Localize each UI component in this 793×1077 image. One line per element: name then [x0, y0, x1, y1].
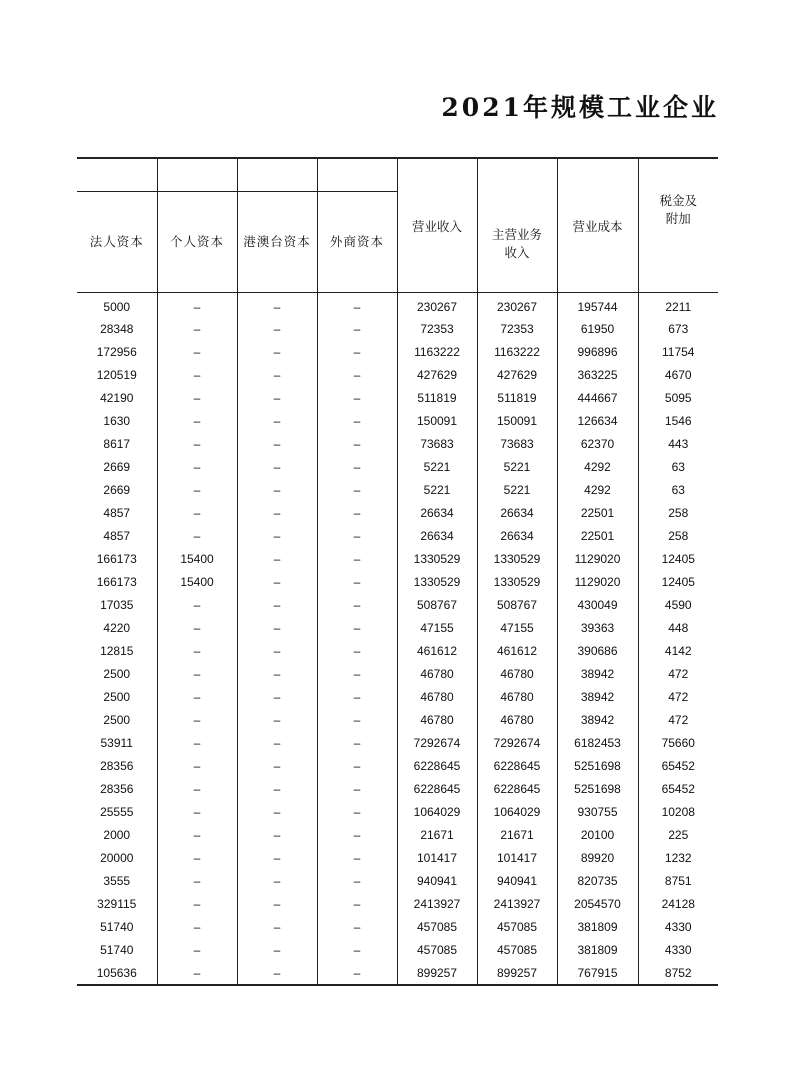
table-cell: – [237, 731, 317, 754]
table-cell: 258 [638, 501, 718, 524]
table-cell: – [317, 961, 397, 985]
table-cell: 166173 [96, 551, 137, 566]
table-cell: 996896 [557, 340, 638, 363]
table-cell: 767915 [557, 961, 638, 985]
table-cell: – [237, 938, 317, 961]
table-cell: – [237, 524, 317, 547]
table-cell: – [237, 616, 317, 639]
table-cell: – [237, 708, 317, 731]
table-row [77, 478, 718, 501]
table-cell: 4292 [557, 455, 638, 478]
table-cell: 26634 [477, 524, 557, 547]
table-cell: 899257 [477, 961, 557, 985]
table-cell: 7292674 [477, 731, 557, 754]
table-cell: 39363 [557, 616, 638, 639]
table-cell: 26634 [397, 524, 477, 547]
table-cell: 172956 [96, 344, 137, 359]
table-cell: – [317, 685, 397, 708]
table-cell: 17035 [100, 597, 134, 612]
table-cell: – [237, 754, 317, 777]
table-cell: 2669 [103, 459, 131, 474]
table-cell: 28356 [100, 781, 134, 796]
table-cell: – [237, 570, 317, 593]
table-row [77, 386, 718, 409]
table-cell: 73683 [477, 432, 557, 455]
table-cell: – [157, 846, 237, 869]
table-cell: 4670 [638, 363, 718, 386]
table-cell: – [317, 892, 397, 915]
table-cell: 457085 [477, 938, 557, 961]
table-row [77, 455, 718, 478]
table-cell: 4330 [638, 915, 718, 938]
table-row [77, 708, 718, 731]
table-cell: 1129020 [557, 570, 638, 593]
table-cell: 15400 [157, 570, 237, 593]
table-cell: – [317, 938, 397, 961]
header-operating-revenue: 营业收入 [397, 158, 477, 293]
table-cell: 820735 [557, 869, 638, 892]
table-cell: 4590 [638, 593, 718, 616]
table-row [77, 593, 718, 616]
table-cell: – [157, 317, 237, 340]
header-main-revenue-line2: 收入 [504, 244, 530, 260]
data-table [77, 157, 718, 986]
header-main-business-revenue [477, 158, 557, 293]
table-cell: – [157, 363, 237, 386]
table-cell: 63 [638, 478, 718, 501]
table-cell: 930755 [557, 800, 638, 823]
table-cell: 443 [638, 432, 718, 455]
table-cell: 230267 [477, 293, 557, 318]
table-cell: 20000 [100, 850, 134, 865]
table-cell: 430049 [557, 593, 638, 616]
table-cell: – [157, 478, 237, 501]
table-cell: 65452 [638, 777, 718, 800]
table-cell: – [317, 731, 397, 754]
table-cell: 461612 [397, 639, 477, 662]
table-cell: 22501 [557, 524, 638, 547]
table-cell: 2000 [103, 827, 131, 842]
table-row [77, 570, 718, 593]
table-row [77, 501, 718, 524]
table-row [77, 293, 718, 318]
table-cell: – [317, 409, 397, 432]
table-cell: – [157, 754, 237, 777]
table-cell: 46780 [397, 685, 477, 708]
table-cell: 381809 [557, 938, 638, 961]
table-cell: – [237, 293, 317, 318]
table-cell: – [317, 363, 397, 386]
table-cell: 2054570 [557, 892, 638, 915]
table-cell: – [157, 869, 237, 892]
table-cell: 46780 [397, 708, 477, 731]
table-cell: 508767 [477, 593, 557, 616]
table-cell: – [317, 823, 397, 846]
table-cell: 457085 [477, 915, 557, 938]
table-row [77, 915, 718, 938]
table-row [77, 892, 718, 915]
table-cell: 1163222 [477, 340, 557, 363]
table-cell: 38942 [557, 662, 638, 685]
table-cell: 7292674 [397, 731, 477, 754]
table-cell: 1330529 [477, 570, 557, 593]
table-cell: 3555 [103, 873, 131, 888]
header-tax-line2: 附加 [665, 210, 691, 226]
table-cell: – [157, 386, 237, 409]
table-cell: 1330529 [397, 570, 477, 593]
table-cell: 225 [638, 823, 718, 846]
table-cell: 46780 [397, 662, 477, 685]
table-cell: – [237, 501, 317, 524]
table-cell: – [157, 524, 237, 547]
table-cell: 5251698 [557, 777, 638, 800]
table-cell: – [157, 708, 237, 731]
table-cell: 150091 [397, 409, 477, 432]
table-cell: – [157, 293, 237, 318]
table-row [77, 777, 718, 800]
table-cell: 42190 [100, 390, 134, 405]
table-cell: – [157, 915, 237, 938]
header-blank-cell [237, 158, 317, 192]
table-cell: – [157, 731, 237, 754]
table-cell: – [317, 777, 397, 800]
table-cell: – [157, 777, 237, 800]
table-cell: 72353 [477, 317, 557, 340]
table-cell: – [237, 386, 317, 409]
table-cell: 461612 [477, 639, 557, 662]
table-cell: – [157, 455, 237, 478]
table-cell: 472 [638, 685, 718, 708]
table-cell: 73683 [397, 432, 477, 455]
table-cell: – [317, 340, 397, 363]
table-body [77, 293, 718, 986]
table-cell: 2211 [638, 293, 718, 318]
table-cell: – [237, 662, 317, 685]
header-blank-cell [157, 158, 237, 192]
table-cell: 427629 [397, 363, 477, 386]
table-cell: – [237, 363, 317, 386]
table-cell: 101417 [397, 846, 477, 869]
table-cell: – [317, 386, 397, 409]
table-cell: – [317, 501, 397, 524]
header-tax-line1: 税金及 [659, 192, 697, 208]
table-cell: – [157, 892, 237, 915]
table-cell: – [157, 616, 237, 639]
table-cell: 5221 [397, 455, 477, 478]
table-cell: – [317, 708, 397, 731]
table-cell: 2500 [103, 712, 131, 727]
table-cell: 5221 [477, 478, 557, 501]
table-cell: – [157, 340, 237, 363]
table-cell: 89920 [557, 846, 638, 869]
table-cell: 75660 [638, 731, 718, 754]
table-cell: 25555 [100, 804, 134, 819]
header-tax-surcharge [638, 158, 718, 293]
table-row [77, 800, 718, 823]
header-personal-capital: 个人资本 [157, 192, 237, 293]
table-cell: 28356 [100, 758, 134, 773]
table-cell: 1546 [638, 409, 718, 432]
table-cell: – [317, 293, 397, 318]
table-cell: 6182453 [557, 731, 638, 754]
table-cell: – [317, 455, 397, 478]
table-cell: 940941 [477, 869, 557, 892]
table-cell: 472 [638, 708, 718, 731]
table-cell: – [237, 593, 317, 616]
table-cell: 427629 [477, 363, 557, 386]
table-cell: – [237, 915, 317, 938]
table-row [77, 547, 718, 570]
table-cell: 61950 [557, 317, 638, 340]
table-cell: 22501 [557, 501, 638, 524]
header-blank-cell [317, 158, 397, 192]
table-cell: 105636 [77, 961, 157, 985]
table-cell: – [237, 340, 317, 363]
table-cell: 38942 [557, 708, 638, 731]
table-cell: – [237, 961, 317, 985]
table-cell: 62370 [557, 432, 638, 455]
table-cell: – [157, 685, 237, 708]
table-row [77, 823, 718, 846]
table-cell: – [237, 823, 317, 846]
table-cell: 101417 [477, 846, 557, 869]
table-cell: 2669 [103, 482, 131, 497]
table-row [77, 869, 718, 892]
table-cell: 508767 [397, 593, 477, 616]
table-row [77, 938, 718, 961]
header-main-revenue-line1: 主营业务 [491, 226, 542, 242]
table-cell: – [237, 455, 317, 478]
table-cell: 448 [638, 616, 718, 639]
table-row [77, 754, 718, 777]
table-cell: 24128 [638, 892, 718, 915]
table-cell: – [237, 685, 317, 708]
table-cell: – [317, 593, 397, 616]
table-cell: 65452 [638, 754, 718, 777]
table-row [77, 731, 718, 754]
header-legal-person-capital: 法人资本 [77, 192, 157, 293]
table-cell: – [237, 317, 317, 340]
table-cell: 26634 [477, 501, 557, 524]
table-cell: 8617 [103, 436, 131, 451]
table-cell: 2413927 [477, 892, 557, 915]
table-cell: 150091 [477, 409, 557, 432]
table-cell: – [317, 570, 397, 593]
table-cell: 1630 [103, 413, 131, 428]
table-cell: 5251698 [557, 754, 638, 777]
table-cell: 940941 [397, 869, 477, 892]
table-cell: 5221 [477, 455, 557, 478]
table-cell: 47155 [477, 616, 557, 639]
table-cell: 1163222 [397, 340, 477, 363]
table-row [77, 846, 718, 869]
table-cell: 457085 [397, 938, 477, 961]
table-cell: – [317, 662, 397, 685]
table-cell: 72353 [397, 317, 477, 340]
table-cell: 10208 [638, 800, 718, 823]
table-cell: – [237, 639, 317, 662]
table-cell: 51740 [100, 942, 134, 957]
table-cell: 21671 [397, 823, 477, 846]
table-cell: 390686 [557, 639, 638, 662]
table-cell: 5221 [397, 478, 477, 501]
table-row [77, 432, 718, 455]
header-hmt-capital: 港澳台资本 [237, 192, 317, 293]
table-cell: – [317, 478, 397, 501]
table-cell: – [317, 869, 397, 892]
table-cell: – [237, 869, 317, 892]
table-cell: – [157, 501, 237, 524]
table-cell: 126634 [557, 409, 638, 432]
table-cell: – [237, 409, 317, 432]
table-cell: 2500 [103, 689, 131, 704]
table-cell: 2500 [103, 666, 131, 681]
table-cell: – [157, 938, 237, 961]
table-cell: – [317, 616, 397, 639]
table-cell: 230267 [397, 293, 477, 318]
table-cell: 47155 [397, 616, 477, 639]
table-cell: 1129020 [557, 547, 638, 570]
table-cell: 11754 [638, 340, 718, 363]
header-foreign-capital: 外商资本 [317, 192, 397, 293]
table-cell: 6228645 [477, 754, 557, 777]
table-cell: – [237, 777, 317, 800]
table-cell: – [237, 800, 317, 823]
table-cell: 5095 [638, 386, 718, 409]
table-cell: 1232 [638, 846, 718, 869]
table-cell: 46780 [477, 662, 557, 685]
table-cell: 2413927 [397, 892, 477, 915]
table-cell: 53911 [100, 735, 133, 750]
table-row [77, 616, 718, 639]
table-cell: – [317, 317, 397, 340]
table-cell: 673 [638, 317, 718, 340]
table-cell: 28348 [100, 321, 134, 336]
table-cell: 1064029 [477, 800, 557, 823]
table-cell: – [237, 432, 317, 455]
table-cell: 511819 [397, 386, 477, 409]
table-cell: 15400 [157, 547, 237, 570]
table-cell: 1064029 [397, 800, 477, 823]
table-cell: 6228645 [477, 777, 557, 800]
page-title: 2021年规模工业企业 [441, 93, 719, 122]
table-cell: 258 [638, 524, 718, 547]
table-cell: 8751 [638, 869, 718, 892]
table-row [77, 685, 718, 708]
table-cell: 5000 [103, 299, 131, 314]
table-cell: 38942 [557, 685, 638, 708]
table-cell: – [157, 639, 237, 662]
header-operating-cost: 营业成本 [557, 158, 638, 293]
table-cell: 4330 [638, 938, 718, 961]
table-cell: 472 [638, 662, 718, 685]
table-cell: – [317, 524, 397, 547]
table-cell: – [317, 915, 397, 938]
table-cell: – [237, 547, 317, 570]
table-cell: 26634 [397, 501, 477, 524]
table-cell: – [317, 846, 397, 869]
table-cell: 4292 [557, 478, 638, 501]
table-cell: 4857 [103, 528, 131, 543]
table-cell: – [317, 754, 397, 777]
table-cell: 381809 [557, 915, 638, 938]
table-cell: 457085 [397, 915, 477, 938]
table-cell: 63 [638, 455, 718, 478]
table-cell: – [237, 892, 317, 915]
table-cell: – [157, 432, 237, 455]
table-cell: 1330529 [477, 547, 557, 570]
table-cell: 511819 [477, 386, 557, 409]
table-cell: – [317, 432, 397, 455]
table-cell: 363225 [557, 363, 638, 386]
table-cell: – [157, 823, 237, 846]
table-cell: – [237, 846, 317, 869]
table-cell: 6228645 [397, 777, 477, 800]
table-cell: 195744 [557, 293, 638, 318]
table-row [77, 662, 718, 685]
table-cell: – [317, 800, 397, 823]
table-row [77, 409, 718, 432]
table-cell: 12405 [638, 547, 718, 570]
table-cell: 12815 [100, 643, 134, 658]
table-cell: 12405 [638, 570, 718, 593]
table-cell: 21671 [477, 823, 557, 846]
table-row [77, 340, 718, 363]
table-cell: 46780 [477, 685, 557, 708]
table-cell: 6228645 [397, 754, 477, 777]
table-cell: 4220 [103, 620, 131, 635]
table-cell: – [157, 662, 237, 685]
table-row [77, 961, 718, 985]
table-cell: – [157, 593, 237, 616]
table-cell: 444667 [557, 386, 638, 409]
table-cell: 20100 [557, 823, 638, 846]
table-cell: – [237, 478, 317, 501]
table-cell: 1330529 [397, 547, 477, 570]
table-cell: 899257 [397, 961, 477, 985]
table-row [77, 363, 718, 386]
table-cell: 329115 [97, 896, 137, 911]
table-cell: – [157, 800, 237, 823]
table-cell: 46780 [477, 708, 557, 731]
table-cell: 120519 [96, 367, 137, 382]
table-cell: – [317, 639, 397, 662]
table-cell: 4142 [638, 639, 718, 662]
table-cell: – [157, 409, 237, 432]
table-cell: 4857 [103, 505, 131, 520]
table-cell: – [157, 961, 237, 985]
table-row [77, 524, 718, 547]
table-row [77, 639, 718, 662]
table-cell: – [317, 547, 397, 570]
table-row [77, 317, 718, 340]
table-cell: 51740 [100, 919, 134, 934]
header-blank-cell [77, 158, 157, 192]
table-cell: 166173 [96, 574, 137, 589]
table-cell: 8752 [638, 961, 718, 985]
